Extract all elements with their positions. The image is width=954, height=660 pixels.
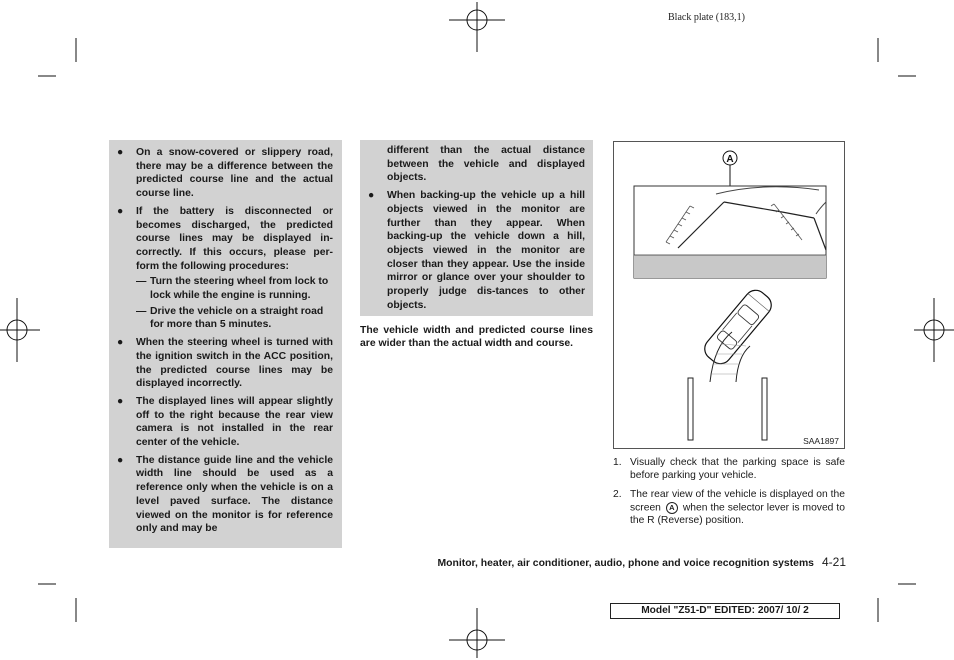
callout-label: A	[726, 154, 734, 165]
sub-item-text: Turn the steering wheel from lock to lock while the engine is running.	[150, 276, 329, 302]
sub-item-text: Drive the vehicle on a straight road for more than 5 minutes.	[150, 305, 324, 331]
item-text: When backing-up the vehicle up a hill objects viewed in the monitor are further than they appear. When backing-up the vehicle down a hill, objects viewed in the monitor are closer than they appear. Use the inside mirror or glance over your shoulder to properly judge dis-tances to other objects.	[387, 190, 585, 311]
step-item	[613, 489, 845, 527]
item-text: The distance guide line and the vehicle width line should be used as a reference only when the vehicle is on a level paved surface. The distance viewed on the monitor is for reference only and may be	[136, 454, 333, 535]
sub-item	[136, 305, 333, 332]
step-text-after: when the selector lever is moved to the R (Reverse) position.	[630, 502, 845, 526]
item-text: On a snow-covered or slippery road, there may be a difference between the predicted course line and the actual course line.	[136, 147, 333, 200]
callout-marker-icon: A	[666, 502, 678, 514]
note-text: The vehicle width and predicted course lines are wider than the actual width and course.	[360, 325, 593, 349]
caution-column-2	[360, 140, 593, 316]
list-item	[117, 146, 333, 201]
bullet-icon: ●	[117, 205, 124, 217]
list-item	[117, 205, 333, 332]
page-footer	[300, 555, 846, 569]
figure-illustration	[614, 142, 844, 448]
list-item	[117, 395, 333, 450]
bullet-icon: ●	[117, 395, 124, 407]
bullet-list	[368, 189, 585, 312]
step-item	[613, 457, 845, 482]
sub-list	[136, 275, 333, 332]
list-item	[368, 189, 585, 312]
item-text: The displayed lines will appear slightly off to the right because the rear view camera is not installed in the rear center of the vehicle.	[136, 395, 333, 449]
model-edition-box: Model "Z51-D" EDITED: 2007/ 10/ 2	[610, 603, 840, 619]
page-number: 4-21	[821, 555, 846, 569]
sub-item	[136, 275, 333, 302]
bullet-list	[117, 146, 333, 536]
figure-code: SAA1897	[803, 436, 839, 446]
caution-column-1	[109, 140, 342, 548]
bullet-icon: ●	[368, 190, 375, 202]
step-text-before: The rear view of the vehicle is displayed on the screen	[630, 489, 845, 514]
continuation-text: different than the actual distance between the vehicle and displayed objects.	[387, 145, 585, 184]
list-item	[117, 336, 333, 391]
plate-label: Black plate (183,1)	[668, 12, 745, 23]
list-item	[117, 454, 333, 536]
step-text: Visually check that the parking space is safe before parking your vehicle.	[630, 457, 845, 481]
item-text: If the battery is disconnected or becomes discharged, the predicted course lines may be displayed in-correctly. If this occurs, please per-form the following procedures:	[136, 205, 333, 272]
step-number: 2.	[613, 489, 622, 500]
bullet-icon: ●	[117, 454, 124, 466]
bullet-icon: ●	[117, 337, 124, 349]
bullet-icon: ●	[117, 147, 124, 158]
steps-list	[613, 457, 845, 534]
section-title: Monitor, heater, air conditioner, audio, phone and voice recognition systems	[437, 558, 814, 569]
dash-icon: —	[136, 276, 147, 288]
dash-icon: —	[136, 305, 147, 317]
step-number: 1.	[613, 457, 622, 468]
rear-view-figure	[613, 141, 845, 449]
item-text: When the steering wheel is turned with the ignition switch in the ACC position, the predicted course lines may be displayed incorrectly.	[136, 337, 333, 390]
